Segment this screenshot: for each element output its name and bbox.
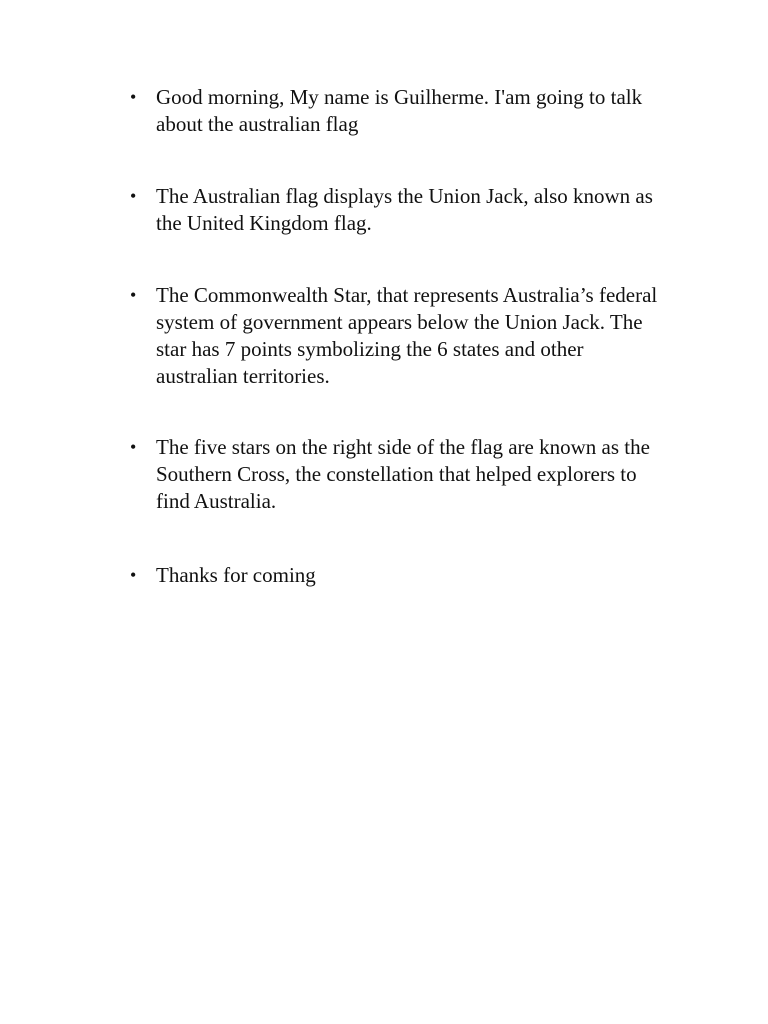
- list-item-text: The Australian flag displays the Union Jack, also known as the United Kingdom flag.: [156, 184, 653, 235]
- list-item: [130, 183, 670, 237]
- list-item-text: The five stars on the right side of the flag are known as the Southern Cross, the constellation that helped explorers to find Australia.: [156, 435, 650, 513]
- bullet-list: [130, 84, 670, 589]
- bullet-point: •: [130, 565, 137, 585]
- bullet-point: •: [130, 87, 137, 107]
- list-item-text: Good morning, My name is Guilherme. I'am going to talk about the australian flag: [156, 85, 643, 136]
- list-item: [130, 562, 670, 589]
- list-item: [130, 282, 670, 390]
- bullet-point: •: [130, 437, 137, 457]
- list-item: [130, 84, 670, 138]
- bullet-point: •: [130, 285, 137, 305]
- list-item: [130, 434, 670, 515]
- bullet-point: •: [130, 186, 137, 206]
- list-item-text: The Commonwealth Star, that represents Australia’s federal system of government appears below the Union Jack. The star has 7 points symbolizing the 6 states and other australian territories.: [156, 283, 658, 388]
- list-item-text: Thanks for coming: [156, 563, 316, 587]
